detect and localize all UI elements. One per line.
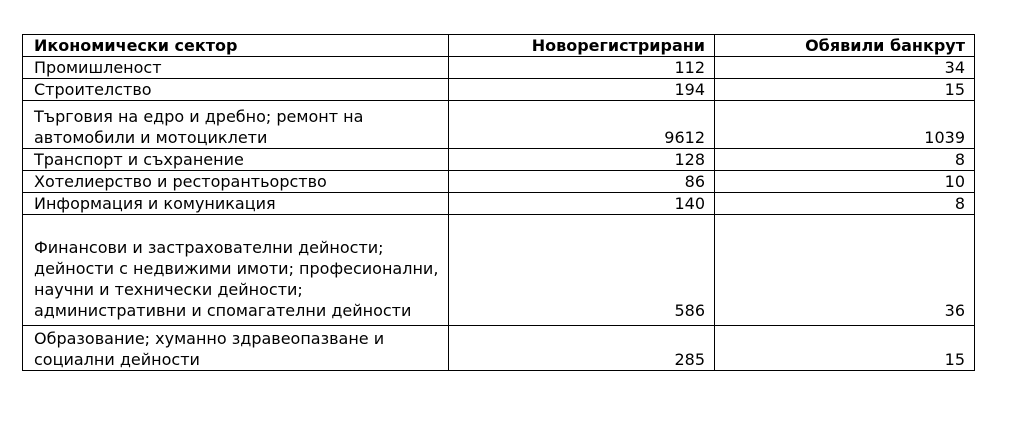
- table-row: [23, 101, 975, 149]
- bankrupt-cell: 10: [715, 171, 975, 193]
- registered-cell: 9612: [449, 101, 715, 149]
- table-row: [23, 326, 975, 371]
- sector-cell: Информация и комуникация: [23, 193, 449, 215]
- registered-cell: 128: [449, 149, 715, 171]
- table-row: [23, 215, 975, 326]
- sector-cell: Образование; хуманно здравеопазване и социални дейности: [23, 326, 449, 371]
- bankrupt-cell: 36: [715, 215, 975, 326]
- bankrupt-cell: 15: [715, 326, 975, 371]
- bankrupt-cell: 8: [715, 149, 975, 171]
- table-row: [23, 171, 975, 193]
- header-row: [23, 35, 975, 57]
- sector-cell: Строителство: [23, 79, 449, 101]
- bankrupt-cell: 1039: [715, 101, 975, 149]
- registered-cell: 86: [449, 171, 715, 193]
- bankrupt-cell: 8: [715, 193, 975, 215]
- registered-cell: 586: [449, 215, 715, 326]
- sector-cell: Транспорт и съхранение: [23, 149, 449, 171]
- registered-cell: 285: [449, 326, 715, 371]
- table-row: [23, 149, 975, 171]
- bankrupt-cell: 34: [715, 57, 975, 79]
- registered-cell: 194: [449, 79, 715, 101]
- table-row: [23, 193, 975, 215]
- sector-cell: Търговия на едро и дребно; ремонт на автомобили и мотоциклети: [23, 101, 449, 149]
- sector-cell: Хотелиерство и ресторантьорство: [23, 171, 449, 193]
- sector-cell: Промишленост: [23, 57, 449, 79]
- registered-cell: 112: [449, 57, 715, 79]
- header-registered: Новорегистрирани: [449, 35, 715, 57]
- header-bankrupt: Обявили банкрут: [715, 35, 975, 57]
- table-row: [23, 79, 975, 101]
- table-row: [23, 57, 975, 79]
- header-sector: Икономически сектор: [23, 35, 449, 57]
- registered-cell: 140: [449, 193, 715, 215]
- sector-cell: Финансови и застрахователни дейности; дейности с недвижими имоти; професионални, научни и технически дейности; административни и спомагателни дейности: [23, 215, 449, 326]
- bankrupt-cell: 15: [715, 79, 975, 101]
- sector-table: [22, 34, 975, 371]
